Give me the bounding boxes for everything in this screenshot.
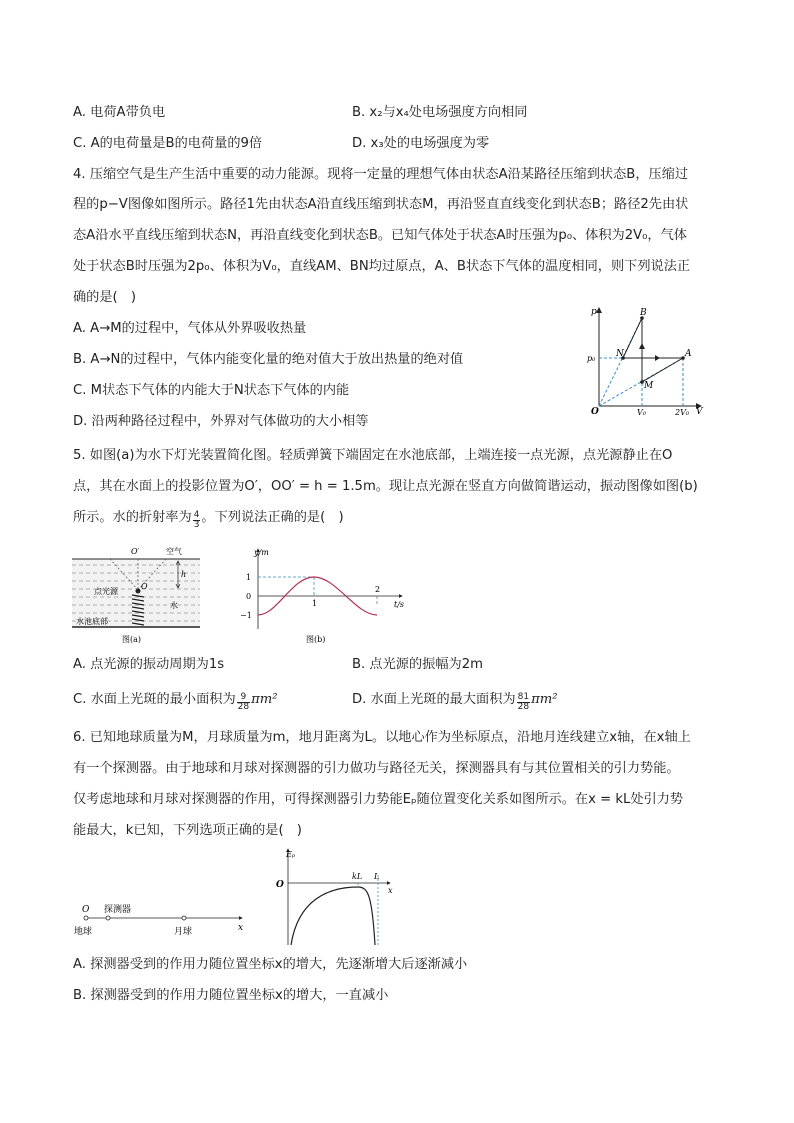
q5-option-d-fraction: $\frac{81}{28}$ xyxy=(517,692,530,712)
q6-stem-line-4: 能最大，k已知，下列选项正确的是( ) xyxy=(73,823,302,838)
q5-option-b: B. 点光源的振幅为2m xyxy=(352,657,483,672)
q4-point-a-label: A xyxy=(685,349,692,359)
q3-option-a: A. 电荷A带负电 xyxy=(73,105,166,120)
q4-p-axis-label: p xyxy=(591,307,597,317)
q3-option-d: D. x₃处的电场强度为零 xyxy=(352,136,490,151)
q5b-caption: 图(b) xyxy=(306,635,326,644)
q6-option-b: B. 探测器受到的作用力随位置坐标x的增大，一直减小 xyxy=(73,988,389,1003)
q4-2v0-label: 2V₀ xyxy=(675,408,690,417)
q6-earth-label: 地球 xyxy=(74,927,93,937)
q6-axis-x-label: x xyxy=(238,923,244,933)
q4-stem-line-5: 确的是( ) xyxy=(73,290,137,305)
q5-option-a: A. 点光源的振动周期为1s xyxy=(73,657,225,672)
q5-figure-b xyxy=(232,545,412,645)
q5-stem-line-2: 点，其在水面上的投影位置为O′，OO′ = h = 1.5m。现让点光源在竖直方向做简谐运动，振动图像如图(b) xyxy=(73,479,698,494)
q5b-y0-tick: 0 xyxy=(246,592,252,601)
q4-origin-label: O xyxy=(591,407,599,417)
q5-option-d: D. 水面上光斑的最大面积为 $\frac{81}{28}$ πm² xyxy=(352,692,558,712)
q5a-source-label: 点光源 xyxy=(94,587,118,596)
q6-l-label: L xyxy=(374,872,380,881)
q5a-o-prime-label: O′ xyxy=(131,547,140,556)
q3-option-b: B. x₂与x₄处电场强度方向相同 xyxy=(352,105,528,120)
q4-option-b: B. A→N的过程中，气体内能变化量的绝对值大于放出热量的绝对值 xyxy=(73,352,464,367)
q5a-o-label: O xyxy=(141,582,148,591)
q4-v-axis-label: V xyxy=(696,407,703,417)
q4-stem-line-4: 处于状态B时压强为2p₀、体积为V₀，直线AM、BN均过原点，A、B状态下气体的温度相同，则下列说法正 xyxy=(73,259,691,274)
q5b-y-axis-label: y/m xyxy=(254,548,269,557)
q5-option-c-fraction: $\frac{9}{28}$ xyxy=(237,692,250,712)
q6-option-a: A. 探测器受到的作用力随位置坐标x的增大，先逐渐增大后逐渐减小 xyxy=(73,957,468,972)
q4-point-b-label: B xyxy=(640,308,647,318)
q6-ep-origin-label: O xyxy=(276,880,284,890)
q4-option-d: D. 沿两种路径过程中，外界对气体做功的大小相等 xyxy=(73,414,369,429)
q5b-t2-tick: 2 xyxy=(375,585,381,594)
q5b-t1-tick: 1 xyxy=(312,599,318,608)
q5a-bottom-label: 水池底部 xyxy=(76,617,108,626)
q6-stem-line-2: 有一个探测器。由于地球和月球对探测器的引力做功与路径无关，探测器具有与其位置相关的引力势能。 xyxy=(73,761,680,776)
q4-point-m-label: M xyxy=(644,381,654,391)
q6-moon-label: 月球 xyxy=(174,927,193,937)
q5b-t-axis-label: t/s xyxy=(394,600,405,609)
q5a-caption: 图(a) xyxy=(122,635,142,644)
q4-p0-label: p₀ xyxy=(587,354,596,363)
q5-stem-line-3: 所示。水的折射率为 $\frac{4}{3}$ 。下列说法正确的是( ) xyxy=(73,510,344,530)
q4-option-a: A. A→M的过程中，气体从外界吸收热量 xyxy=(73,321,307,336)
q6-ep-x-label: x xyxy=(388,886,393,895)
q4-stem-line-2: 程的p−V图像如图所示。路径1先由状态A沿直线压缩到状态M，再沿竖直直线变化到状态B；路径2先由状 xyxy=(73,197,689,212)
q6-stem-line-1: 6. 已知地球质量为M，月球质量为m，地月距离为L。以地心作为坐标原点，沿地月连线建立x轴，在x轴上 xyxy=(73,730,691,745)
q5-option-c: C. 水面上光斑的最小面积为 $\frac{9}{28}$ πm² xyxy=(73,692,278,712)
q6-stem-line-3: 仅考虑地球和月球对探测器的作用，可得探测器引力势能Eₚ随位置变化关系如图所示。在x = kL处引力势 xyxy=(73,792,684,807)
q6-axis-origin-label: O xyxy=(82,905,90,915)
q5a-air-label: 空气 xyxy=(166,547,182,556)
q4-point-n-label: N xyxy=(616,349,624,359)
q4-stem-line-3: 态A沿水平直线压缩到状态N，再沿直线变化到状态B。已知气体处于状态A时压强为p₀、体积为2V₀，气体 xyxy=(73,228,687,243)
q6-kl-label: kL xyxy=(352,872,363,881)
q3-option-c: C. A的电荷量是B的电荷量的9倍 xyxy=(73,136,263,151)
q4-v0-label: V₀ xyxy=(637,408,646,417)
q5b-y1-tick: 1 xyxy=(246,573,252,582)
q6-ep-axis-label: Eₚ xyxy=(286,850,296,859)
q5-figure-a xyxy=(70,545,202,645)
q6-probe-label: 探测器 xyxy=(104,905,132,915)
q6-earth-moon-axis xyxy=(70,900,250,942)
q4-option-c: C. M状态下气体的内能大于N状态下气体的内能 xyxy=(73,383,350,398)
q5a-h-label: h xyxy=(181,570,187,579)
q4-pv-diagram xyxy=(585,303,710,418)
q5a-water-label: 水 xyxy=(170,601,178,610)
q6-ep-graph xyxy=(268,845,400,947)
q5-stem-line-1: 5. 如图(a)为水下灯光装置简化图。轻质弹簧下端固定在水池底部，上端连接一点光源，点光源静止在O xyxy=(73,448,673,463)
q5b-yn1-tick: −1 xyxy=(240,611,252,620)
q4-stem-line-1: 4. 压缩空气是生产生活中重要的动力能源。现将一定量的理想气体由状态A沿某路径压缩到状态B，压缩过 xyxy=(73,167,689,182)
q5-refractive-index-fraction: $\frac{4}{3}$ xyxy=(193,510,200,530)
